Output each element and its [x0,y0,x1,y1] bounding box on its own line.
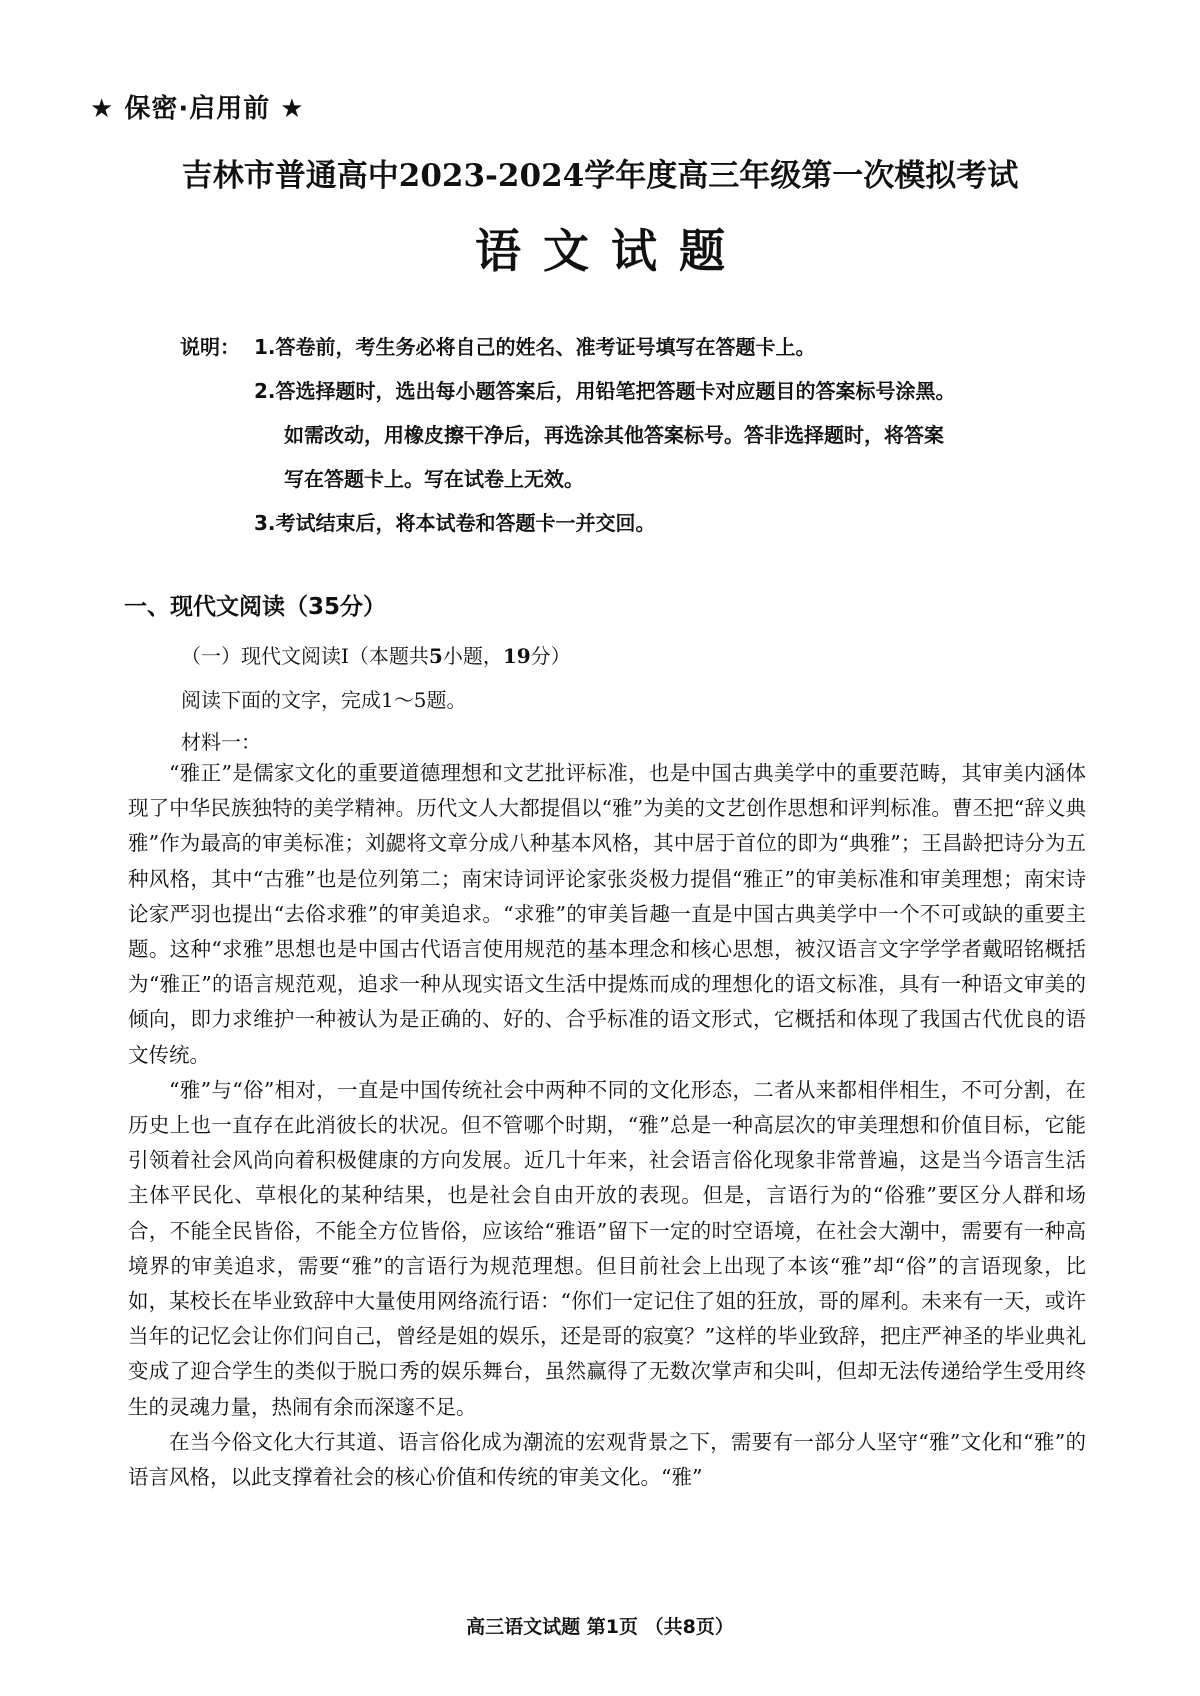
note-item-2-cont-2: 写在答题卡上。写在试卷上无效。 [284,467,584,491]
sub-section-heading [181,640,571,669]
paragraph-3: 在当今俗文化大行其道、语言俗化成为潮流的宏观背景之下，需要有一部分人坚守“雅”文化和“雅”的语言风格，以此支撑着社会的核心价值和传统的审美文化。“雅” [128,1429,1086,1490]
paragraph-1: “雅正”是儒家文化的重要道德理想和文艺批评标准，也是中国古典美学中的重要范畴，其审美内涵体现了中华民族独特的美学精神。历代文人大都提倡以“雅”为美的文艺创作思想和评判标准。曹丕把“辞义典雅”作为最高的审美标准；刘勰将文章分成八种基本风格，其中居于首位的即为“典雅”；王昌龄把诗分为五种风格，其中“古雅”也是位列第二；南宋诗词评论家张炎极力提倡“雅正”的审美标准和审美理想；南宋诗论家严羽也提出“去俗求雅”的审美追求。“求雅”的审美旨趣一直是中国古典美学中一个不可或缺的重要主题。这种“求雅”思想也是中国古代语言使用规范的基本理念和核心思想，被汉语言文字学学者戴昭铭概括为“雅正”的语言规范观，追求一种从现实语文生活中提炼而成的理想化的语文标准，具有一种语文审美的倾向，即力求维护一种被认为是正确的、好的、合乎标准的语文形式，它概括和体现了我国古代优良的语文传统。 [128,761,1086,1067]
note-item-3: 3.考试结束后，将本试卷和答题卡一并交回。 [254,511,656,535]
note-item-2: 2.答选择题时，选出每小题答案后，用铅笔把答题卡对应题目的答案标号涂黑。 [254,379,956,403]
page-footer: 高三语文试题 第1页 （共8页） [466,1616,734,1638]
notes-label: 说明： [180,335,240,359]
subject-title: 语文试题 [475,224,747,278]
exam-notes [180,325,1100,545]
sub-heading-suffix: 分） [530,644,571,668]
sub-heading-mid: 小题， [442,644,503,668]
sub-heading-count: 5 [428,644,443,668]
reading-instruction: 阅读下面的文字，完成1～5题。 [181,688,467,712]
exam-title: 吉林市普通高中2023-2024学年度高三年级第一次模拟考试 [181,158,1019,194]
material-label: 材料一： [181,730,261,754]
note-item-1: 1.答卷前，考生务必将自己的姓名、准考证号填写在答题卡上。 [254,335,816,359]
confidential-mark: ★ 保密·启用前 ★ [90,94,305,124]
paragraph-2: “雅”与“俗”相对，一直是中国传统社会中两种不同的文化形态，二者从来都相伴相生，不可分割，在历史上也一直存在此消彼长的状况。但不管哪个时期，“雅”总是一种高层次的审美理想和价值目标，它能引领着社会风尚向着积极健康的方向发展。近几十年来，社会语言俗化现象非常普遍，这是当今语言生活主体平民化、草根化的某种结果，也是社会自由开放的表现。但是，言语行为的“俗雅”要区分人群和场合，不能全民皆俗，不能全方位皆俗，应该给“雅语”留下一定的时空语境，在社会大潮中，需要有一种高境界的审美追求，需要“雅”的言语行为规范理想。但目前社会上出现了本该“雅”却“俗”的言语现象，比如，某校长在毕业致辞中大量使用网络流行语：“你们一定记住了姐的狂放，哥的犀利。未来有一天，或许当年的记忆会让你们问自己，曾经是姐的娱乐，还是哥的寂寞？”这样的毕业致辞，把庄严神圣的毕业典礼变成了迎合学生的类似于脱口秀的娱乐舞台，虽然赢得了无数次掌声和尖叫，但却无法传递给学生受用终生的灵魂力量，热闹有余而深邃不足。 [128,1077,1086,1419]
section-heading: 一、现代文阅读（35分） [124,594,387,620]
sub-heading-score: 19 [502,644,531,668]
note-item-2-cont-1: 如需改动，用橡皮擦干净后，再选涂其他答案标号。答非选择题时，将答案 [284,423,944,447]
sub-heading-prefix: （一）现代文阅读Ⅰ（本题共 [181,644,429,668]
material-text [128,756,1086,1495]
